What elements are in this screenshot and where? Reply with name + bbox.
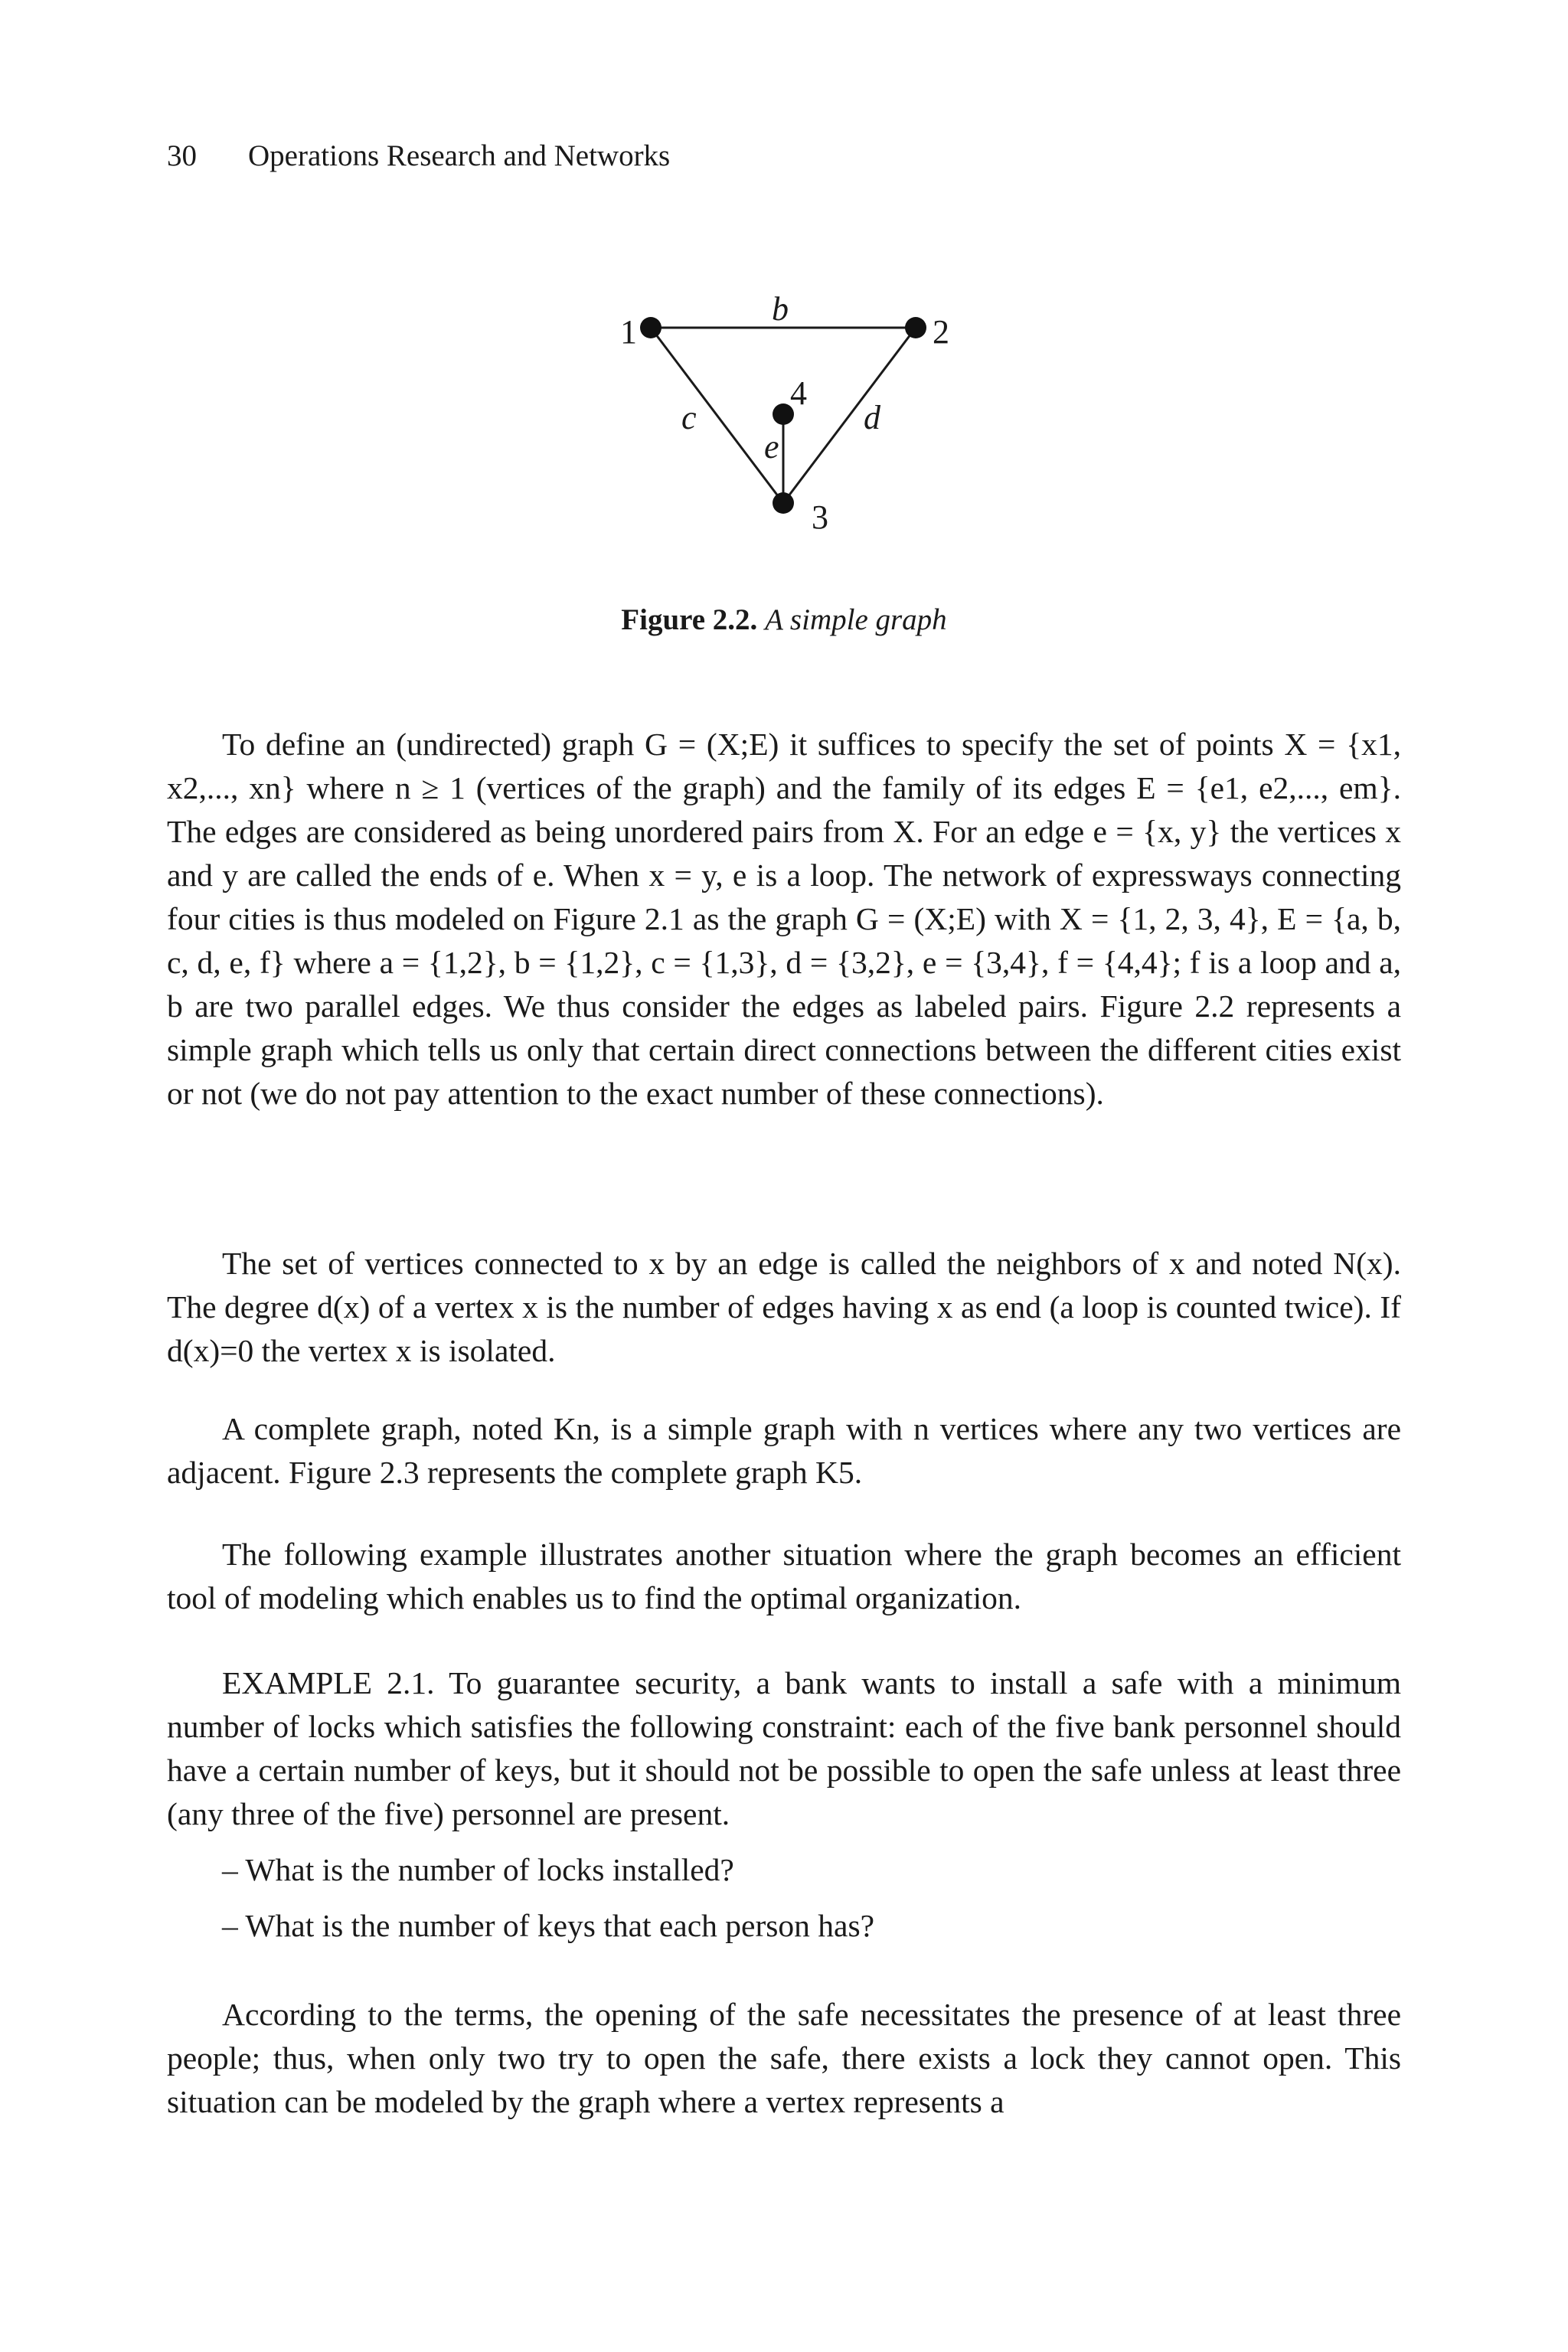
page-number: 30 xyxy=(167,139,197,172)
vertex-label-4: 4 xyxy=(790,374,807,412)
vertex-label-3: 3 xyxy=(812,498,828,536)
vertex-3 xyxy=(773,492,794,514)
edge-label-e: e xyxy=(764,428,779,466)
graph-diagram xyxy=(0,0,1568,674)
edge-label-b: b xyxy=(772,290,789,328)
figure-caption xyxy=(0,599,1568,642)
edge-label-c: c xyxy=(681,399,697,436)
vertex-label-1: 1 xyxy=(620,313,637,351)
running-title: Operations Research and Networks xyxy=(248,139,671,172)
figure-simple-graph xyxy=(0,0,1568,674)
vertex-label-2: 2 xyxy=(933,313,949,351)
edge-d xyxy=(783,328,916,503)
paragraph-example-intro: The following example illustrates another situation where the graph becomes an efficient tool of modeling which enables us to find the optimal organization. xyxy=(167,1537,1401,1615)
paragraph-example-2-1: EXAMPLE 2.1. To guarantee security, a bank wants to install a safe with a minimum number of locks which satisfies the following constraint: each of the five bank personnel should have a certain number of keys, but it should not be possible to open the safe unless at least three (any three of the five) personnel are present. xyxy=(167,1665,1401,1831)
paragraph-graph-definition: To define an (undirected) graph G = (X;E) it suffices to specify the set of points X = {x1, x2,..., xn} where n ≥ 1 (vertices of the graph) and the family of its edges E = {e1, e2,..., em}. The edges are considered as being unordered pairs from X. For an edge e = {x, y} the vertices x and y are called the ends of e. When x = y, e is a loop. The network of expressways connecting four cities is thus modeled on Figure 2.1 as the graph G = (X;E) with X = {1, 2, 3, 4}, E = {a, b, c, d, e, f} where a = {1,2}, b = {1,2}, c = {1,3}, d = {3,2}, e = {3,4}, f = {4,4}; f is a loop and a, b are two parallel edges. We thus consider the edges as labeled pairs. Figure 2.2 represents a simple graph which tells us only that certain direct connections between the different cities exist or not (we do not pay attention to the exact number of these connections). xyxy=(167,727,1401,1111)
caption-label: Figure 2.2. xyxy=(621,603,758,636)
question-number-of-locks: – What is the number of locks installed? xyxy=(222,1852,734,1887)
question-number-of-keys: – What is the number of keys that each person has? xyxy=(222,1908,875,1943)
paragraph-complete-graph: A complete graph, noted Kn, is a simple graph with n vertices where any two vertices are adjacent. Figure 2.3 represents the complete graph K5. xyxy=(167,1411,1401,1490)
edge-label-d: d xyxy=(864,399,880,436)
paragraph-neighbors-degree: The set of vertices connected to x by an edge is called the neighbors of x and noted N(x). The degree d(x) of a vertex x is the number of edges having x as end (a loop is counted twice). If d(x)=0 the vertex x is isolated. xyxy=(167,1246,1401,1368)
vertex-2 xyxy=(905,317,926,338)
vertex-1 xyxy=(640,317,662,338)
paragraph-safe-model: According to the terms, the opening of the safe necessitates the presence of at least three people; thus, when only two try to open the safe, there exists a lock they cannot open. This situation can be modeled by the graph where a vertex represents a xyxy=(167,1997,1401,2119)
edge-c xyxy=(651,328,783,503)
caption-text: A simple graph xyxy=(765,603,947,636)
